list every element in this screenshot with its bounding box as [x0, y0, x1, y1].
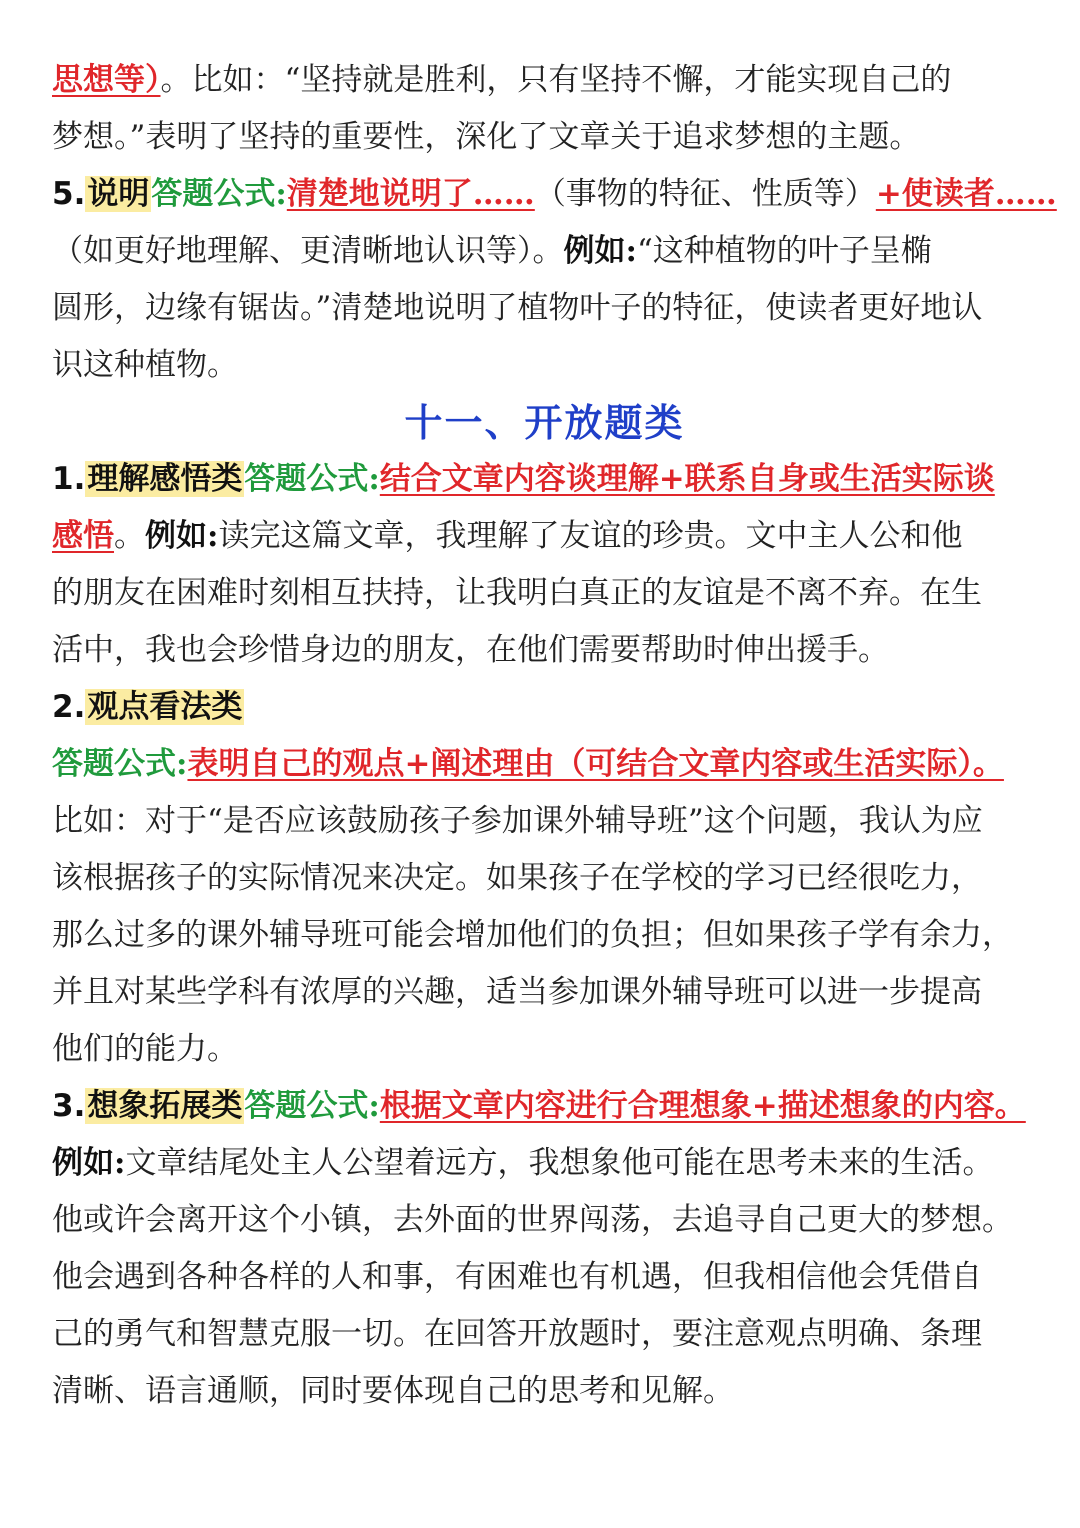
text-line: 识这种植物。: [52, 347, 238, 383]
text-line: [52, 223, 1037, 280]
text-line: 清晰、语言通顺，同时要体现自己的思考和见解。: [52, 1373, 734, 1409]
example-label: 例如:: [563, 233, 637, 269]
item-heading: 想象拓展类: [87, 1088, 243, 1124]
text-line: 并且对某些学科有浓厚的兴趣，适当参加课外辅导班可以进一步提高: [52, 974, 982, 1010]
item-number: 1.: [52, 461, 86, 497]
item-heading: 观点看法类: [87, 689, 243, 725]
formula-middle: （事物的特征、性质等）: [534, 176, 876, 212]
text-line: 的朋友在困难时刻相互扶持，让我明白真正的友谊是不离不弃。在生: [52, 575, 982, 611]
body-text: 文章结尾处主人公望着远方，我想象他可能在思考未来的生活。: [125, 1145, 994, 1181]
text-line: 他们的能力。: [52, 1031, 238, 1067]
formula-text: 清楚地说明了……: [286, 176, 535, 212]
text-line: 活中，我也会珍惜身边的朋友，在他们需要帮助时伸出援手。: [52, 632, 889, 668]
text-line: 他或许会离开这个小镇，去外面的世界闯荡，去追寻自己更大的梦想。: [52, 1202, 1013, 1238]
formula-text: 结合文章内容谈理解+联系自身或生活实际谈: [379, 461, 995, 497]
body-text: 读完这篇文章，我理解了友谊的珍贵。文中主人公和他: [218, 518, 963, 554]
text-line: 梦想。”表明了坚持的重要性，深化了文章关于追求梦想的主题。: [52, 119, 921, 155]
text-line: 己的勇气和智慧克服一切。在回答开放题时，要注意观点明确、条理: [52, 1316, 982, 1352]
example-label: 例如:: [145, 518, 219, 554]
item-number: 5.: [52, 176, 86, 212]
text-line: 圆形，边缘有锯齿。”清楚地说明了植物叶子的特征，使读者更好地认: [52, 290, 983, 326]
highlight-text: 思想等）: [52, 62, 161, 98]
section-item-imagine: [52, 1078, 1037, 1135]
formula-label: 答题公式:: [151, 176, 287, 212]
formula-text: +使读者……: [875, 176, 1057, 212]
example-label: 例如:: [52, 1145, 126, 1181]
text-line: [52, 52, 1037, 109]
text-line: 那么过多的课外辅导班可能会增加他们的负担；但如果孩子学有余力，: [52, 917, 1013, 953]
text-line: 比如：对于“是否应该鼓励孩子参加课外辅导班”这个问题，我认为应: [52, 803, 983, 839]
body-text: 。比如：“坚持就是胜利，只有坚持不懈，才能实现自己的: [160, 62, 952, 98]
section-item-explain: [52, 166, 1057, 223]
formula-text: 根据文章内容进行合理想象+描述想象的内容。: [379, 1088, 1026, 1124]
body-text: （如更好地理解、更清晰地认识等）。: [52, 233, 564, 269]
text-line: 该根据孩子的实际情况来决定。如果孩子在学校的学习已经很吃力，: [52, 860, 982, 896]
item-heading: 说明: [87, 176, 150, 212]
formula-label: 答题公式:: [244, 1088, 380, 1124]
item-number: 3.: [52, 1088, 86, 1124]
section-item-understand: [52, 451, 1037, 508]
section-item-opinion: [52, 679, 1037, 736]
text-line: 他会遇到各种各样的人和事，有困难也有机遇，但我相信他会凭借自: [52, 1259, 982, 1295]
document-page: [52, 52, 1057, 1420]
body-text: 。: [114, 518, 145, 554]
formula-text: 表明自己的观点+阐述理由（可结合文章内容或生活实际）。: [187, 746, 1004, 782]
formula-line: [52, 736, 1037, 793]
formula-label: 答题公式:: [52, 746, 188, 782]
item-number: 2.: [52, 689, 86, 725]
item-heading: 理解感悟类: [87, 461, 243, 497]
formula-label: 答题公式:: [244, 461, 380, 497]
section-title: 十一、开放题类: [404, 400, 685, 445]
text-line: [52, 1135, 1037, 1192]
formula-text: 感悟: [52, 518, 114, 554]
text-line: [52, 508, 1037, 565]
body-text: “这种植物的叶子呈椭: [636, 233, 932, 269]
